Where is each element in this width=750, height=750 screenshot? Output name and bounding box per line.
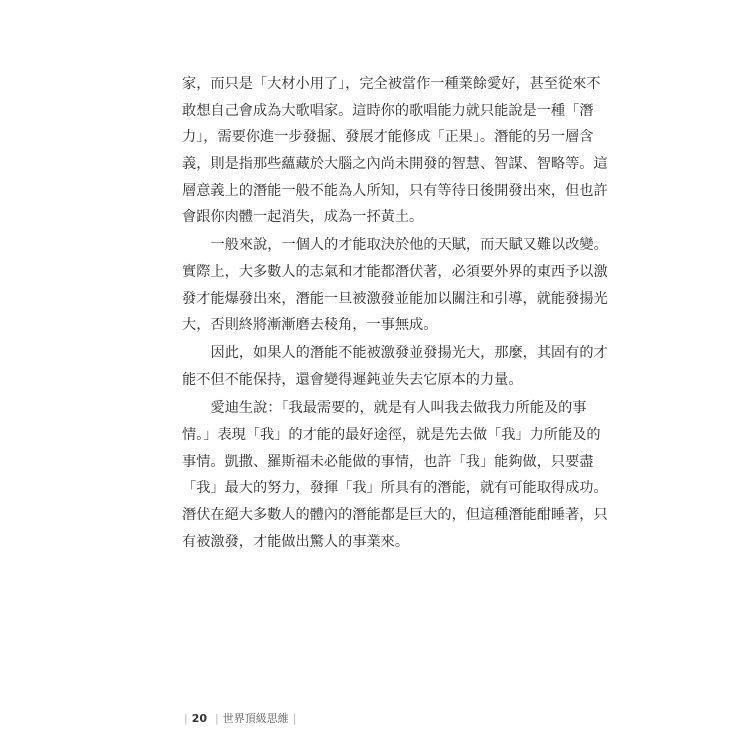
page-footer [180, 710, 300, 726]
text-line: 實際上，大多數人的志氣和才能都潛伏著，必須要外界的東西予以激 [182, 264, 608, 281]
book-title: 世界頂級思維 [222, 712, 289, 725]
text-line: 家，而只是「大材小用了」，完全被當作一種業餘愛好，甚至從來不 [182, 76, 601, 92]
text-line: 愛迪生說：「我最需要的，就是有人叫我去做我力所能及的事 [210, 400, 587, 417]
footer-separator: | [184, 712, 188, 725]
text-line: 情。」表現「我」的才能的最好途徑，就是先去做「我」力所能及的 [182, 426, 601, 443]
text-line: 有被激發，才能做出驚人的事業來。 [182, 533, 410, 550]
footer-separator: | [215, 712, 219, 725]
text-line: 潛伏在絕大多數人的體內的潛能都是巨大的，但這種潛能酣睡著，只 [182, 506, 608, 523]
text-line: 因此，如果人的潛能不能被激發並發揚光大，那麼，其固有的才 [210, 345, 608, 362]
text-line: 發才能爆發出來，潛能一旦被激發並能加以關注和引導，就能發揚光 [182, 290, 608, 307]
text-line: 事情。凱撒、羅斯福未必能做的事情，也許「我」能夠做，只要盡 [182, 453, 594, 470]
body-text [182, 71, 608, 555]
text-line: 層意義上的潛能一般不能為人所知，只有等待日後開發出來，但也許 [182, 182, 608, 199]
text-line: 一般來說，一個人的才能取決於他的天賦，而天賦又難以改變。 [210, 237, 608, 254]
text-line: 力」，需要你進一步發掘、發展才能修成「正果」。潛能的另一層含 [182, 129, 594, 146]
text-line: 義，則是指那些蘊藏於大腦之內尚未開發的智慧、智謀、智略等。這 [182, 156, 608, 173]
text-line: 「我」最大的努力，發揮「我」所具有的潛能，就有可能取得成功。 [182, 480, 608, 497]
text-line: 會跟你肉體一起消失，成為一抔黃土。 [182, 209, 424, 226]
text-line: 敢想自己會成為大歌唱家。這時你的歌唱能力就只能說是一種「潛 [182, 102, 594, 119]
page-number: 20 [191, 712, 208, 725]
text-line: 大，否則終將漸漸磨去稜角，一事無成。 [182, 317, 438, 334]
text-line: 能不但不能保持，還會變得遲鈍並失去它原本的力量。 [182, 372, 523, 389]
footer-separator: | [292, 712, 297, 725]
